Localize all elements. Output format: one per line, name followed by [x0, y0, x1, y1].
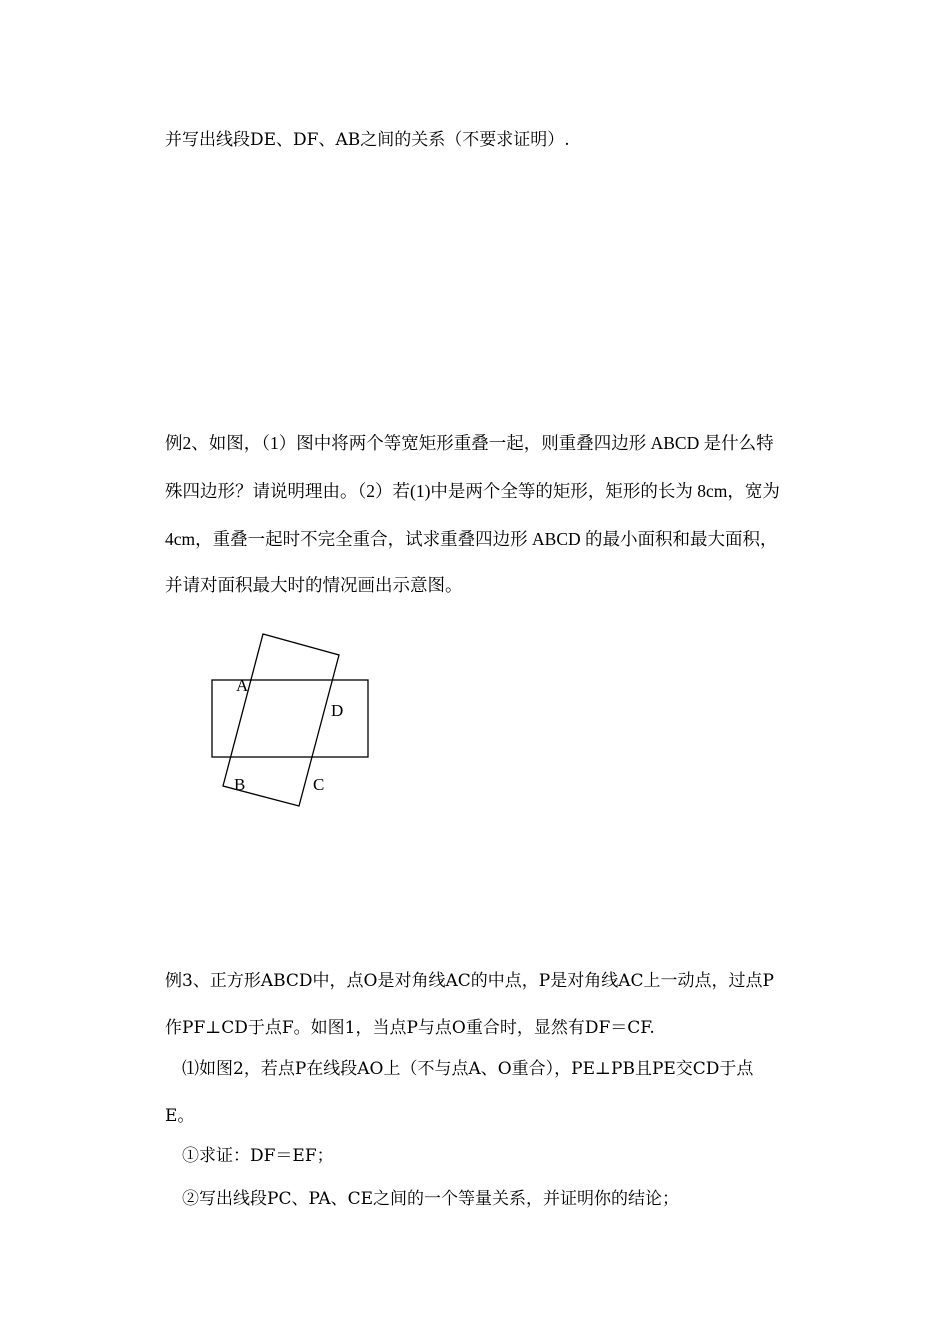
example-3-sub-1: ①求证：DF＝EF； [182, 1146, 334, 1166]
example-2-line-2: 殊四边形？请说明理由。（2）若(1)中是两个全等的矩形，矩形的长为 8cm，宽为 [165, 481, 780, 501]
label-d: D [331, 701, 344, 720]
example-3-line-1: 例3、正方形ABCD中，点O是对角线AC的中点，P是对角线AC上一动点，过点P [165, 971, 774, 991]
example-2-line-4: 并请对面积最大时的情况画出示意图。 [165, 575, 463, 595]
example-2-line-3: 4cm，重叠一起时不完全重合，试求重叠四边形 ABCD 的最小面积和最大面积， [165, 529, 778, 549]
example-3-sub-2: ②写出线段PC、PA、CE之间的一个等量关系，并证明你的结论； [182, 1189, 680, 1209]
label-c: C [313, 775, 325, 794]
example-3-part-1: ⑴如图2，若点P在线段AO上（不与点A、O重合），PE⊥PB且PE交CD于点 [182, 1059, 754, 1079]
label-a: A [236, 676, 249, 695]
example-2-line-1: 例2、如图，（1）图中将两个等宽矩形重叠一起，则重叠四边形 ABCD 是什么特 [165, 433, 774, 453]
label-b: B [234, 775, 246, 794]
text-line-1: 并写出线段DE、DF、AB之间的关系（不要求证明）. [165, 130, 570, 150]
example-3-part-1-cont: E。 [165, 1106, 195, 1126]
example-3-line-2: 作PF⊥CD于点F。如图1，当点P与点O重合时，显然有DF＝CF. [165, 1018, 655, 1038]
overlapping-rectangles-figure [200, 625, 390, 815]
